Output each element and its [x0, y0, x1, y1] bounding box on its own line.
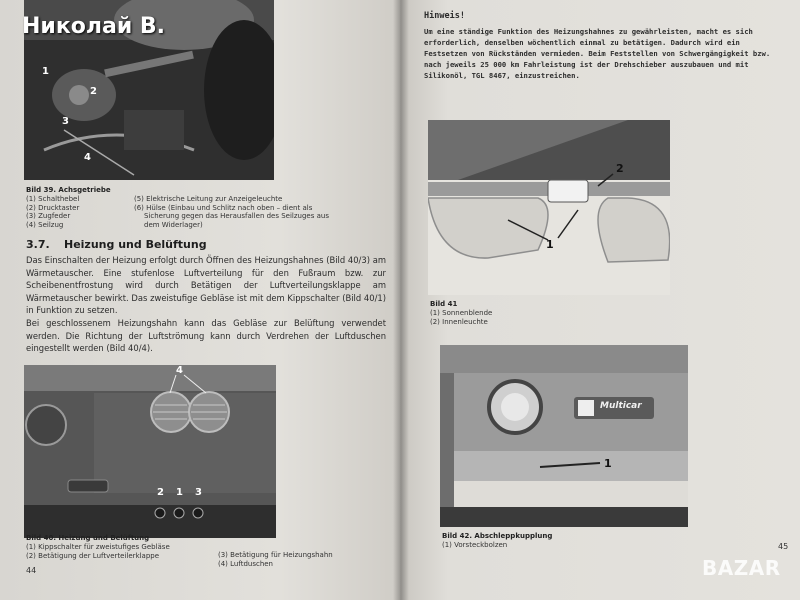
legend-item: (1) Schalthebel [26, 195, 80, 203]
fig39-callout-1: 1 [42, 66, 49, 77]
legend-item: (1) Sonnenblende [430, 309, 493, 317]
fig40-title: Bild 40. Heizung und Belüftung [26, 534, 150, 542]
fig39-callout-2: 2 [90, 86, 97, 97]
fig40-photo [24, 365, 276, 538]
right-page [400, 0, 800, 600]
fig40-callout-2: 2 [157, 487, 164, 498]
paragraph: Das Einschalten der Heizung erfolgt durch Öffnen des Heizungshahnes (Bild 40/3) am Wärmetauscher. Eine stufenlose Luftverteilung für den Fußraum bzw. zur Scheibenentfrostung wird durch Betätigen der Luftverteilungsklappe am Wärmetauscher bewirkt. Das zweistufige Gebläse ist mit dem Kippschalter (Bild 40/1) in Funktion zu setzen. [26, 255, 386, 316]
section-number: 3.7. [26, 238, 50, 251]
note-text: Um eine ständige Funktion des Heizungshahnes zu gewährleisten, macht es sich erforderlich, denselben wöchentlich einmal zu betätigen. Dadurch wird ein Festsetzen von Rückständen vermieden. Beim Feststellen von Schwergängigkeit bzw. nach jeweils 25 000 km Fahrleistung ist der Drehschieber auszubauen und mit Silikonöl, TGL 8467, einzustreichen. [424, 27, 771, 80]
legend-item: (4) Luftduschen [218, 559, 273, 568]
fig41-legend [430, 309, 492, 326]
book-gutter [393, 0, 409, 600]
section-body [26, 254, 386, 355]
paragraph: Bei geschlossenem Heizungshahn kann das Gebläse zur Belüftung verwendet werden. Die Richtung der Luftströmung kann durch Verdrehen der Luftduschen eingestellt werden (Bild 40/4). [26, 317, 386, 354]
fig42-callout-1: 1 [604, 457, 612, 470]
fig40-callout-3: 3 [195, 487, 202, 498]
fig41-photo [428, 120, 670, 295]
fig42-title: Bild 42. Abschleppkupplung [442, 532, 553, 540]
page-number-right: 45 [778, 542, 789, 551]
legend-item: (4) Seilzug [26, 220, 64, 229]
fig42-photo [440, 345, 688, 527]
fig42-badge: Multicar [600, 401, 642, 411]
fig39-title: Bild 39. Achsgetriebe [26, 186, 111, 194]
legend-item: (2) Innenleuchte [430, 317, 488, 326]
legend-item: dem Widerlager) [144, 220, 203, 229]
page-number-left: 44 [26, 566, 37, 575]
legend-item: (1) Kippschalter für zweistufiges Gebläse [26, 543, 170, 551]
fig41-callout-1: 1 [546, 238, 554, 251]
legend-item: Sicherung gegen das Herausfallen des Seilzuges aus [144, 212, 329, 220]
fig40-legend-right [218, 551, 333, 568]
fig40-legend-left [26, 543, 170, 560]
note-heading: Hinweis! [424, 11, 465, 21]
section-title: Heizung und Belüftung [64, 238, 207, 251]
legend-item: (3) Betätigung für Heizungshahn [218, 551, 333, 559]
legend-item: (6) Hülse (Einbau und Schlitz nach oben – dient als [134, 203, 313, 212]
legend-item: (1) Vorsteckbolzen [442, 541, 508, 549]
watermark-logo: BAZAR [702, 556, 781, 580]
fig40-callout-1: 1 [176, 487, 183, 498]
fig41-title: Bild 41 [430, 300, 458, 308]
legend-item: (2) Betätigung der Luftverteilerklappe [26, 551, 160, 560]
fig40-callout-4: 4 [176, 365, 183, 376]
fig41-callout-2: 2 [616, 162, 624, 175]
seller-label: Николай В. [22, 14, 166, 39]
fig39-legend-left [26, 195, 79, 229]
section-heading [26, 238, 207, 251]
fig42-legend [442, 541, 507, 550]
legend-item: (2) Drucktaster [26, 203, 80, 212]
legend-item: (3) Zugfeder [26, 212, 71, 220]
fig39-callout-4: 4 [84, 152, 91, 163]
legend-item: (5) Elektrische Leitung zur Anzeigeleuchte [134, 195, 283, 203]
fig39-legend-right [134, 195, 329, 229]
fig39-callout-3: 3 [62, 116, 69, 127]
